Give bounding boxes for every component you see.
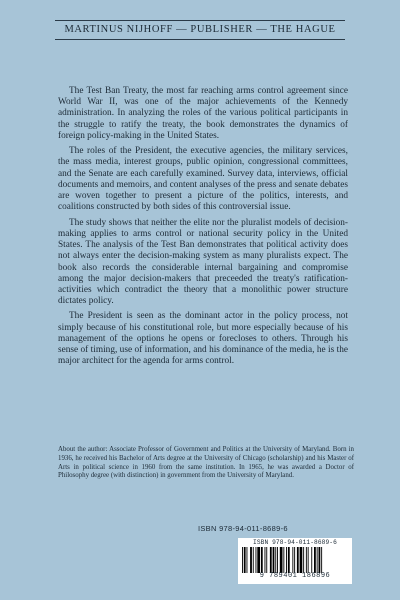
summary-paragraph-4: The President is seen as the dominant actor in the policy process, not simply because of his constitutional role, but more especially because of his management of the options he opens or forecloses to others. Through his sense of timing, use of information, and his dominance of the media, he is the major architect for the agenda for arms control. [58,311,348,367]
barcode-bar [321,547,322,573]
book-summary [58,86,348,372]
barcode-bar [286,547,287,573]
barcode-digits: 9 789401 186896 [259,572,331,581]
summary-paragraph-1: The Test Ban Treaty, the most far reaching arms control agreement since World War II, was one of the major achievements of the Kennedy administration. In analyzing the roles of the various political participants in the struggle to ratify the treaty, the book demonstrates the dynamics of foreign policy-making in the United States. [58,86,348,141]
barcode-bar [311,547,312,573]
summary-paragraph-2: The roles of the President, the executive agencies, the military services, the mass media, interest groups, public opinion, congressional committees, and the Senate are each carefully examined. Survey data, interviews, official documents and memoirs, and content analyses of the press and senate debates are woven together to present a picture of the politics, interests, and coalitions constructed by both sides of this controversial issue. [58,146,348,213]
barcode-bar [244,547,246,573]
barcode-bar [297,547,299,573]
barcode-bar [253,547,254,573]
barcode-bar [319,547,321,573]
barcode-bar [265,547,266,573]
barcode-bar [261,547,263,573]
barcode-bar [308,547,309,573]
barcode-bar [280,547,283,573]
barcode [238,538,352,584]
barcode-bar [317,547,318,573]
barcode-bars-icon [241,547,347,573]
barcode-bar [257,547,260,573]
barcode-bar [270,547,272,573]
about-author [58,446,354,481]
summary-paragraph-3: The study shows that neither the elite nor the pluralist models of decision-making applies to arms control or national security policy in the United States. The analysis of the Test Ban demonstrates that political activity does not always enter the decision-making system as many pluralists expect. The book also records the considerable internal bargaining and compromise among the major decision-makers that preceeded the treaty's ratification-activities which contradict the theory that a monolithic power structure dictates policy. [58,217,348,307]
barcode-bar [266,547,267,573]
barcode-bar [303,547,304,573]
about-author-text: About the author: Associate Professor of Government and Politics at the University of Maryland. Born in 1936, he received his Bachelor of Arts degree at the University of Chicago (scholarship) and his Master of Arts in political science in 1960 from the same institution. In 1965, he was awarded a Doctor of Philosophy degree (with distinction) in government from the University of Maryland. [58,446,354,480]
barcode-bar [314,547,316,573]
barcode-bar [273,547,275,573]
barcode-bar [256,547,257,573]
barcode-bar [283,547,284,573]
barcode-bar [247,547,248,573]
barcode-isbn-text: ISBN 978-94-011-8689-6 [253,539,337,546]
barcode-bar [277,547,278,573]
barcode-bar [306,547,307,573]
isbn-label: ISBN 978-94-011-8689-6 [198,524,288,533]
barcode-bar [292,547,293,573]
barcode-bar [294,547,295,573]
barcode-bar [288,547,290,573]
barcode-bar [242,547,243,573]
barcode-bar [275,547,276,573]
publisher-line: MARTINUS NIJHOFF — PUBLISHER — THE HAGUE [55,20,345,40]
barcode-bar [250,547,252,573]
barcode-bar [300,547,303,573]
